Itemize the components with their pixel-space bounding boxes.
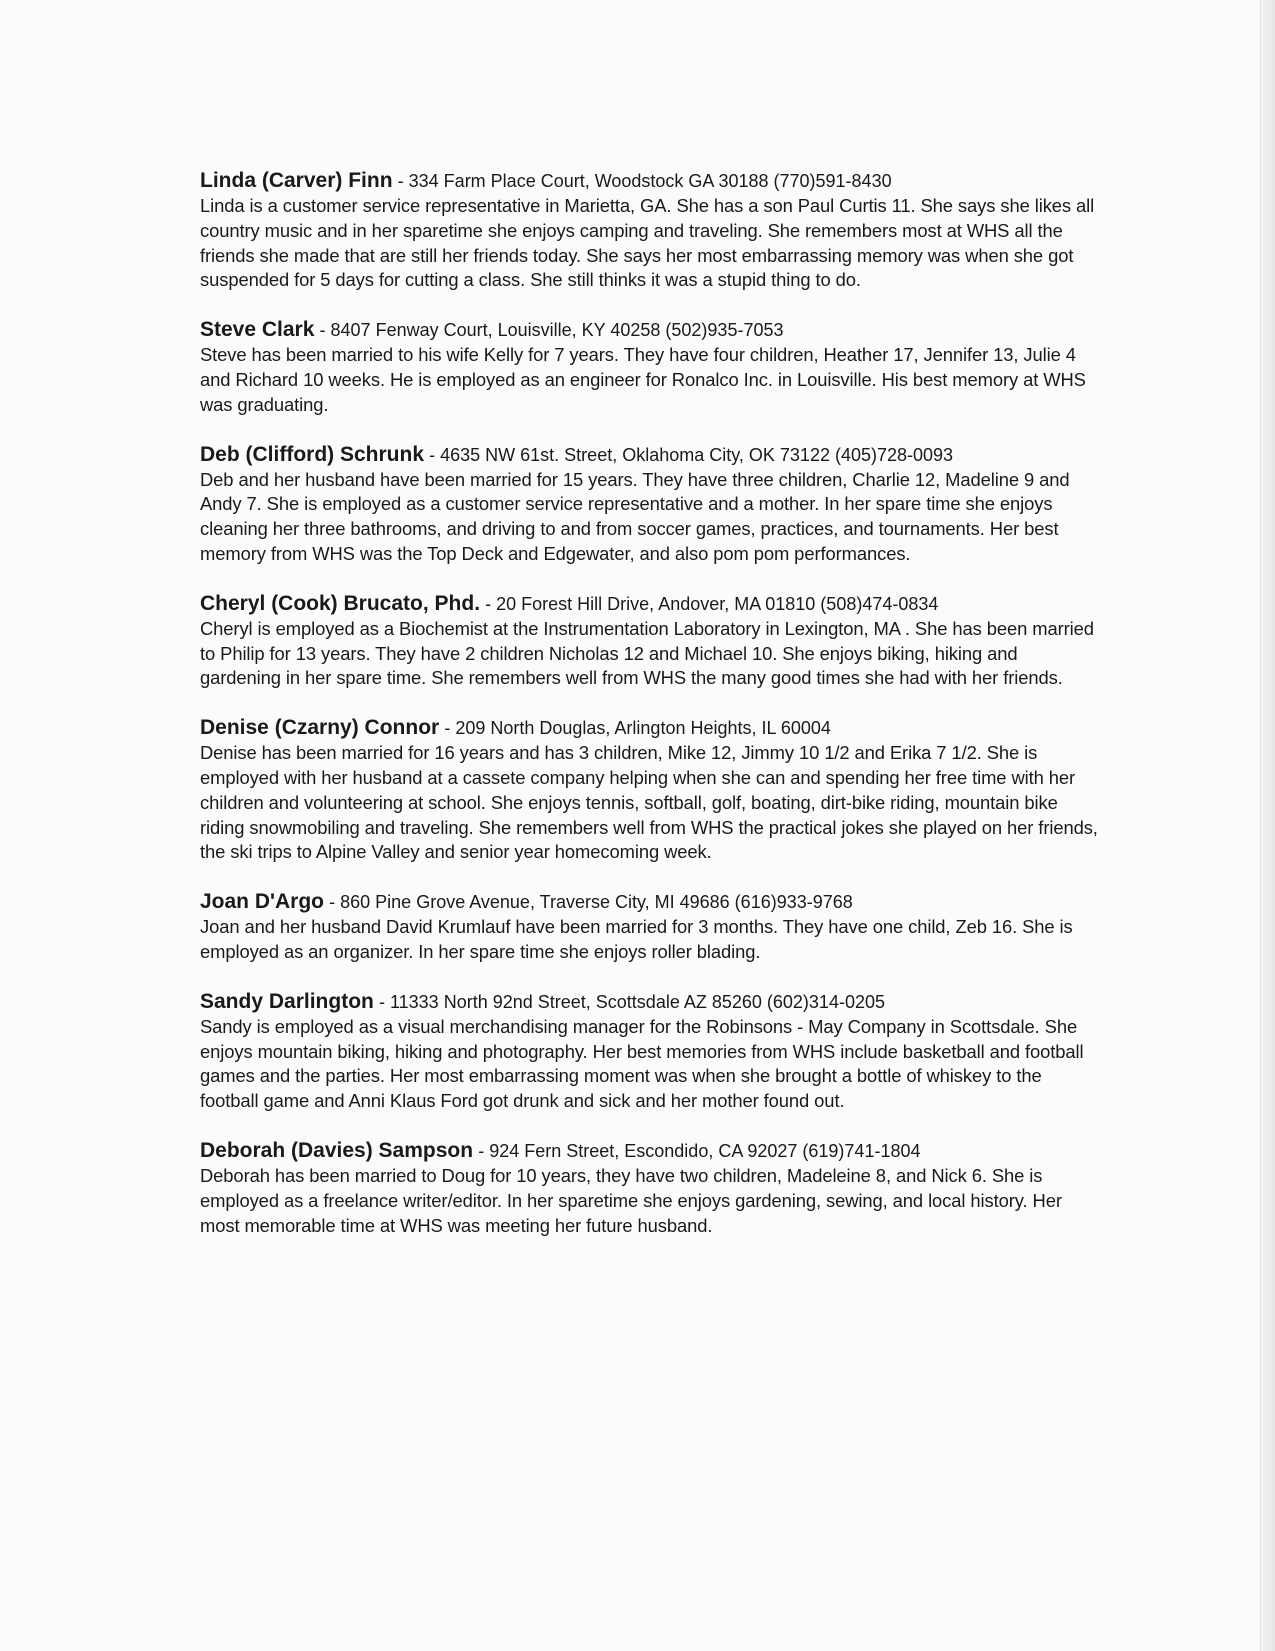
entry-contact: - 924 Fern Street, Escondido, CA 92027 (619)741-1804 xyxy=(478,1140,921,1161)
entry-bio: Deborah has been married to Doug for 10 years, they have two children, Madeleine 8, and Nick 6. She is employed as a freelance writer/editor. In her sparetime she enjoys gardening, sewing, and local history. Her most memorable time at WHS was meeting her future husband. xyxy=(200,1164,1062,1236)
entry-header xyxy=(200,317,1100,343)
page-edge-shadow xyxy=(1260,0,1275,1651)
entry-name: Cheryl (Cook) Brucato, Phd. xyxy=(200,591,481,615)
entry-name: Denise (Czarny) Connor xyxy=(200,716,440,740)
entry-name: Deborah (Davies) Sampson xyxy=(200,1138,474,1162)
entry-header xyxy=(200,889,1100,915)
entry-header xyxy=(200,442,1100,468)
entry-contact: - 8407 Fenway Court, Louisville, KY 40258 (502)935-7053 xyxy=(319,320,784,341)
entry-contact: - 11333 North 92nd Street, Scottsdale AZ 85260 (602)314-0205 xyxy=(378,991,885,1012)
entry-name: Linda (Carver) Finn xyxy=(200,169,393,192)
entry-bio: Linda is a customer service representative in Marietta, GA. She has a son Paul Curtis 11. She says she likes all country music and in her sparetime she enjoys camping and traveling. She remembers most at WHS all the friends she made that are still her friends today. She says her most embarrassing memory was when she got suspended for 5 days for cutting a class. She still thinks it was a stupid thing to do. xyxy=(200,195,1095,291)
entry-bio: Cheryl is employed as a Biochemist at the Instrumentation Laboratory in Lexington, MA . She has been married to Philip for 13 years. They have 2 children Nicholas 12 and Michael 10. She enjoys biking, hiking and gardening in her spare time. She remembers well from WHS the many good times she had with her friends. xyxy=(200,617,1094,689)
entry-contact: - 209 North Douglas, Arlington Heights, IL 60004 xyxy=(444,718,831,739)
entry-name: Deb (Clifford) Schrunk xyxy=(200,442,424,466)
entry-header xyxy=(200,168,1100,194)
entry-header xyxy=(200,591,1100,617)
entry-bio: Denise has been married for 16 years and has 3 children, Mike 12, Jimmy 10 1/2 and Erika 7 1/2. She is employed with her husband at a cassete company helping when she can and spending her free time with her children and volunteering at school. She enjoys tennis, softball, golf, boating, dirt-bike riding, mountain bike riding snowmobiling and traveling. She remembers well from WHS the practical jokes she played on her friends, the ski trips to Alpine Valley and senior year homecoming week. xyxy=(200,742,1098,863)
entry-header xyxy=(200,715,1100,741)
alumni-entry xyxy=(200,889,1100,965)
alumni-entry xyxy=(200,1138,1100,1238)
entry-contact: - 4635 NW 61st. Street, Oklahoma City, OK 73122 (405)728-0093 xyxy=(429,444,954,465)
entry-bio: Joan and her husband David Krumlauf have been married for 3 months. They have one child, Zeb 16. She is employed as an organizer. In her spare time she enjoys roller blading. xyxy=(200,916,1073,962)
entry-header xyxy=(200,1138,1100,1164)
entry-bio: Sandy is employed as a visual merchandising manager for the Robinsons - May Company in Scottsdale. She enjoys mountain biking, hiking and photography. Her best memories from WHS include basketball and football games and the parties. Her most embarrassing moment was when she brought a bottle of whiskey to the football game and Anni Klaus Ford got drunk and sick and her mother found out. xyxy=(200,1015,1084,1112)
alumni-entry xyxy=(200,168,1100,293)
entry-name: Steve Clark xyxy=(200,318,315,342)
alumni-entries xyxy=(200,168,1100,1238)
entry-name: Sandy Darlington xyxy=(200,989,374,1013)
entry-name: Joan D'Argo xyxy=(200,890,325,914)
alumni-entry xyxy=(200,989,1100,1114)
alumni-entry xyxy=(200,715,1100,865)
alumni-entry xyxy=(200,317,1100,417)
alumni-entry xyxy=(200,591,1100,691)
alumni-entry xyxy=(200,442,1100,567)
entry-header xyxy=(200,989,1100,1015)
entry-contact: - 334 Farm Place Court, Woodstock GA 30188 (770)591-8430 xyxy=(397,171,892,191)
entry-contact: - 860 Pine Grove Avenue, Traverse City, MI 49686 (616)933-9768 xyxy=(329,892,853,913)
entry-bio: Steve has been married to his wife Kelly for 7 years. They have four children, Heather 17, Jennifer 13, Julie 4 and Richard 10 weeks. He is employed as an engineer for Ronalco Inc. in Louisville. His best memory at WHS was graduating. xyxy=(200,344,1086,415)
entry-bio: Deb and her husband have been married for 15 years. They have three children, Charlie 12, Madeline 9 and Andy 7. She is employed as a customer service representative and a mother. In her spare time she enjoys cleaning her three bathrooms, and driving to and from soccer games, practices, and tournaments. Her best memory from WHS was the Top Deck and Edgewater, and also pom pom performances. xyxy=(200,468,1070,564)
entry-contact: - 20 Forest Hill Drive, Andover, MA 01810 (508)474-0834 xyxy=(485,593,939,614)
